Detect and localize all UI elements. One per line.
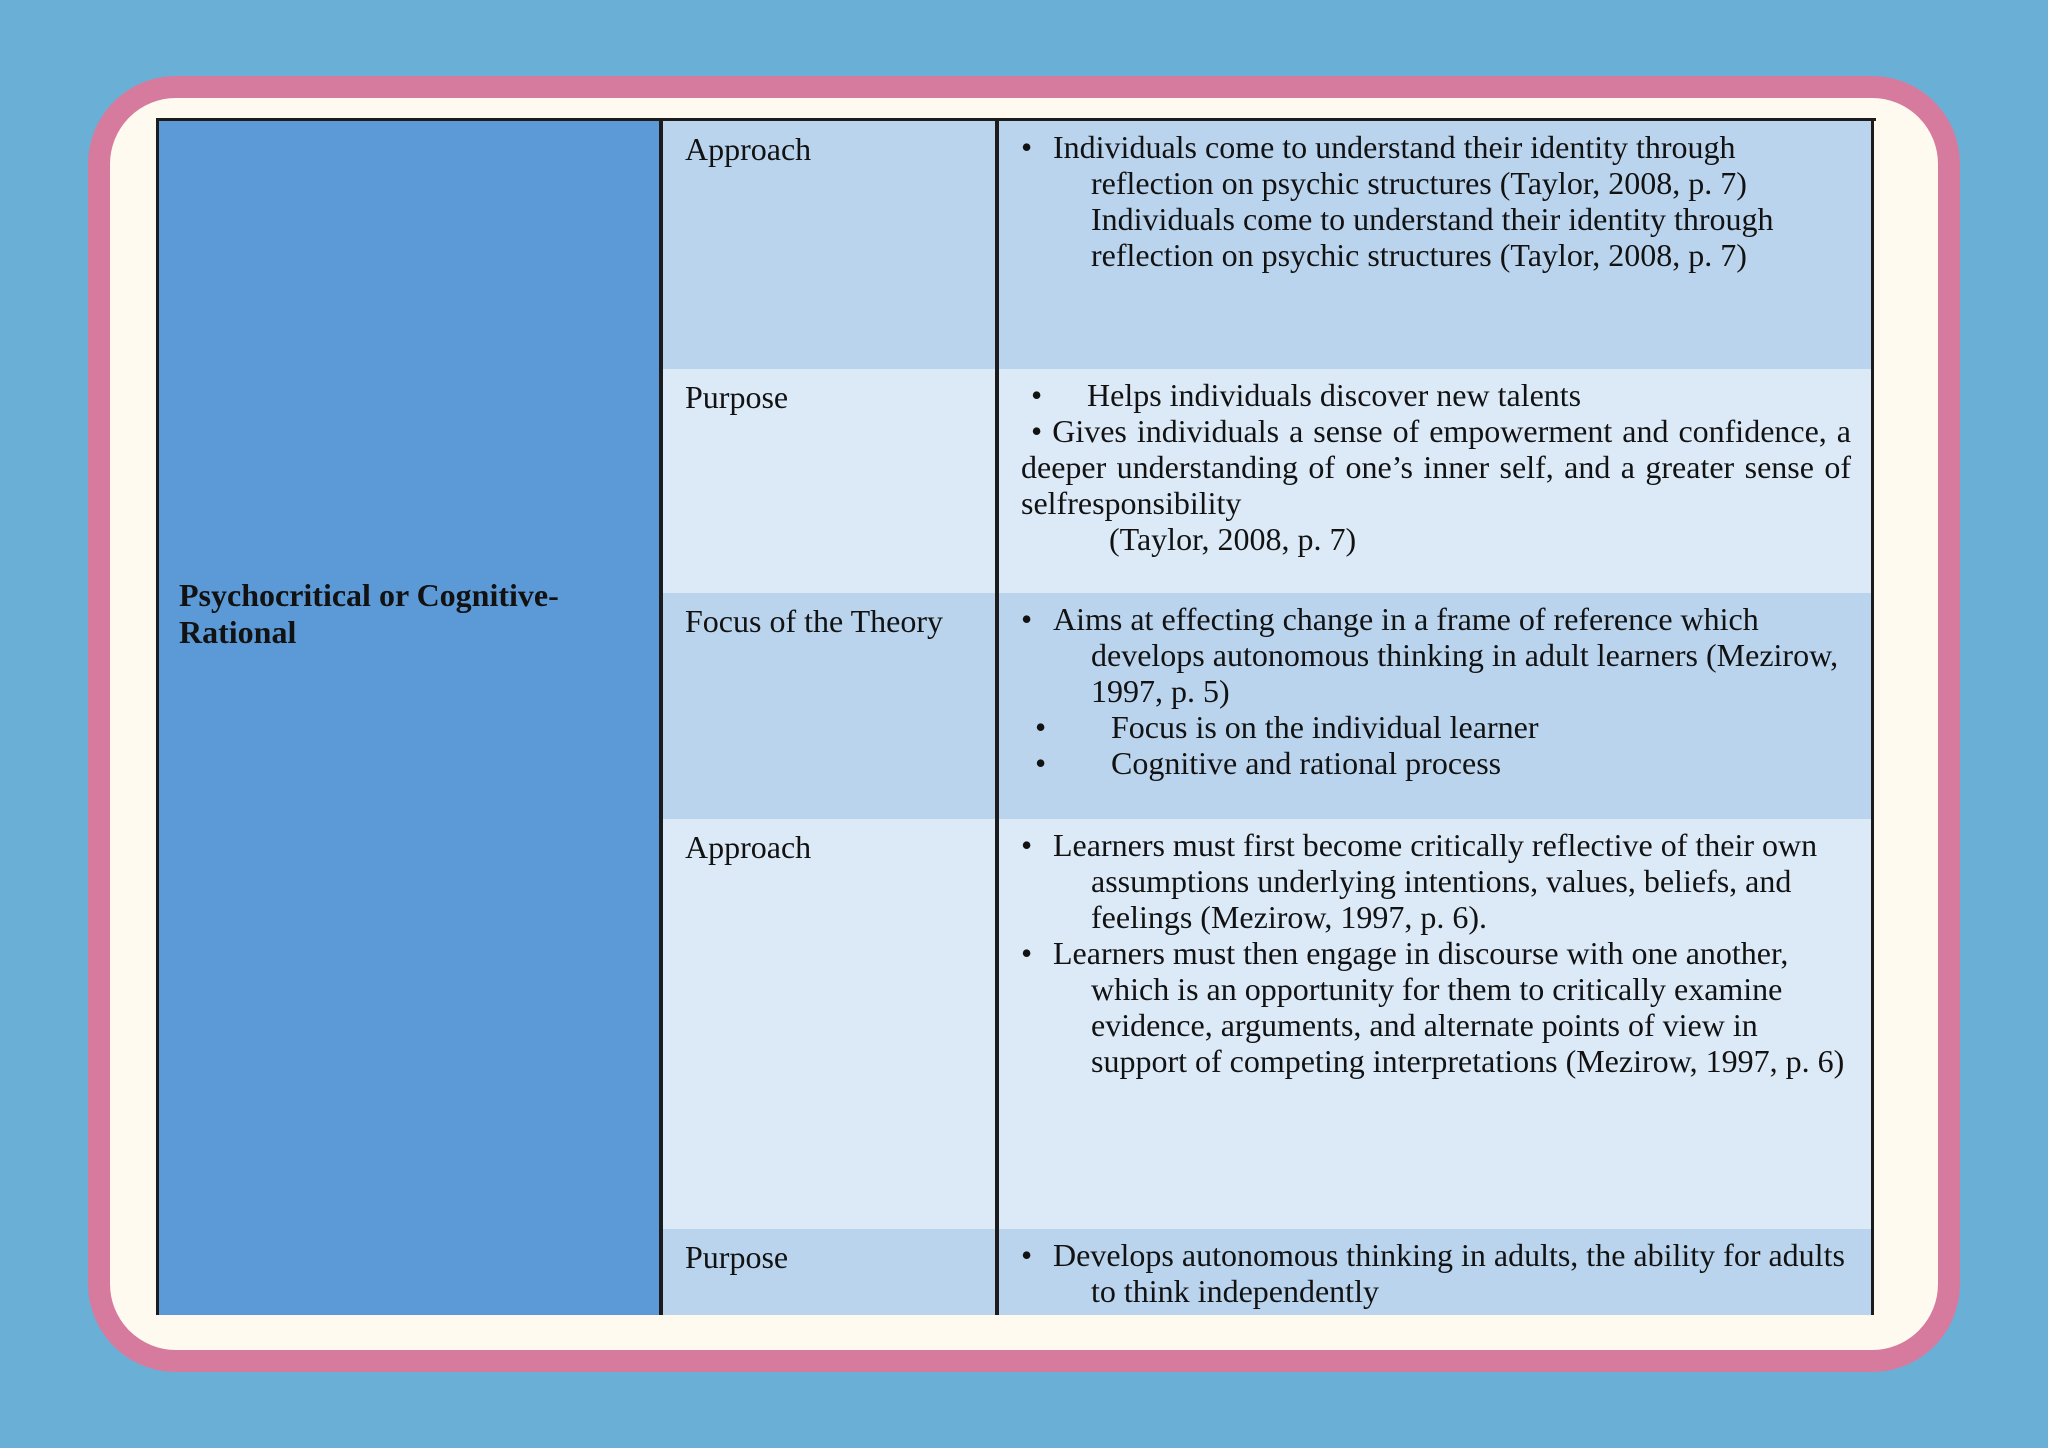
list-item: • Helps individuals discover new talents	[1031, 377, 1582, 413]
row-label-purpose	[661, 369, 997, 593]
bullet-icon: •	[1021, 1237, 1033, 1273]
theory-table-grid	[156, 121, 1874, 1315]
list-item: • Develops autonomous thinking in adults, the ability for adults to think independently	[1021, 1237, 1845, 1309]
row-content-purpose	[997, 369, 1873, 593]
row-content-approach	[997, 121, 1873, 369]
row-label-text: Focus of the Theory	[685, 603, 944, 639]
bullet-icon: •	[1021, 935, 1033, 971]
bullet-icon: •	[1031, 377, 1043, 413]
list-item: • Cognitive and rational process	[1035, 745, 1502, 781]
row-label-text: Approach	[685, 131, 812, 167]
row-label-text: Purpose	[685, 1239, 789, 1275]
bullet-icon: •	[1021, 827, 1033, 863]
list-item-continuation: Individuals come to understand their identity through reflection on psychic structures (Taylor, 2008, p. 7)	[1091, 201, 1774, 273]
bullet-icon: •	[1021, 129, 1033, 165]
category-cell	[158, 121, 662, 1315]
row-label-purpose-2	[661, 1229, 997, 1315]
list-item: • Aims at effecting change in a frame of reference which develops autonomous thinking in adult learners (Mezirow, 1997, p. 5)	[1021, 601, 1839, 709]
row-content-purpose-2	[997, 1229, 1873, 1315]
list-item: • Learners must first become critically reflective of their own assumptions underlying intentions, values, beliefs, and feelings (Mezirow, 1997, p. 6).	[1021, 827, 1818, 935]
row-content-focus	[997, 593, 1873, 819]
category-label: Psychocritical or Cognitive-Rational	[179, 577, 559, 650]
row-label-approach	[661, 121, 997, 369]
bullet-icon: •	[1031, 413, 1043, 449]
row-label-text: Approach	[685, 829, 812, 865]
bullet-icon: •	[1035, 709, 1047, 745]
bullet-icon: •	[1035, 745, 1047, 781]
row-content-approach-2	[997, 819, 1873, 1229]
theory-table	[156, 118, 1876, 1315]
list-item-continuation: (Taylor, 2008, p. 7)	[1109, 521, 1357, 557]
row-label-approach-2	[661, 819, 997, 1229]
list-item: • Gives individuals a sense of empowerment and confidence, a deeper understanding of one’s inner self, and a greater sense of selfresponsibility	[1021, 413, 1852, 521]
list-item: • Individuals come to understand their identity through reflection on psychic structures (Taylor, 2008, p. 7)	[1021, 129, 1747, 201]
row-label-text: Purpose	[685, 379, 789, 415]
row-label-focus	[661, 593, 997, 819]
list-item: • Learners must then engage in discourse with one another, which is an opportunity for them to critically examine evidence, arguments, and alternate points of view in support of competing interpretations (Mezirow, 1997, p. 6)	[1021, 935, 1845, 1079]
bullet-icon: •	[1021, 601, 1033, 637]
list-item: • Focus is on the individual learner	[1035, 709, 1539, 745]
